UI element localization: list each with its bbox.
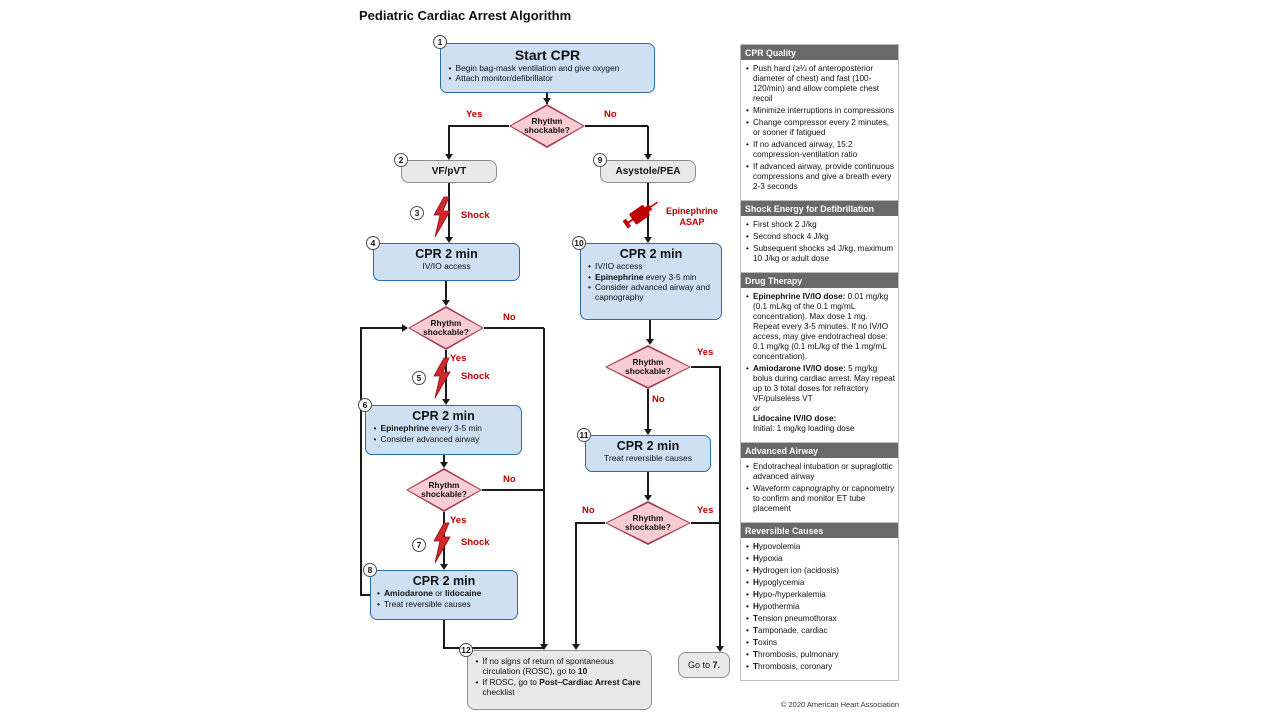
rhythm-question (408, 306, 484, 350)
drug-text: Initial: 1 mg/kg loading dose (753, 424, 855, 433)
cause-lead: H (753, 578, 759, 587)
cpr-bullet-text: every 3-5 min (431, 423, 482, 434)
rhythm-question-text: Rhythm shockable? (625, 356, 671, 376)
copyright-text: © 2020 American Heart Association (780, 700, 899, 709)
connector (360, 327, 402, 329)
cpr-title: CPR 2 min (412, 574, 476, 588)
page-title: Pediatric Cardiac Arrest Algorithm (359, 8, 572, 23)
start-bullet-text: Begin bag-mask ventilation and give oxygen (455, 63, 620, 74)
go-to-7-box (678, 652, 730, 678)
list-item (745, 220, 895, 230)
rosc-outcome-box (467, 650, 652, 710)
cause-lead: H (753, 554, 759, 563)
list-item (745, 140, 895, 160)
vf-pvt-box (401, 160, 497, 183)
start-cpr-box (440, 43, 655, 93)
rhythm-question (605, 345, 691, 389)
rosc-goto-number: 10 (577, 666, 588, 677)
step-number-11: 11 (577, 428, 591, 442)
rosc-bullet-text: checklist (482, 686, 515, 697)
or-text: or (753, 404, 761, 413)
connector (575, 522, 577, 644)
connector (360, 328, 362, 595)
list-item (745, 590, 895, 600)
connector (691, 522, 720, 524)
rhythm-shockable-diamond-4 (605, 345, 691, 389)
cause-lead: T (753, 638, 759, 647)
cpr-bullet-text: Consider advanced airway and capnography (595, 281, 710, 303)
rosc-bullet (475, 677, 645, 698)
vf-pvt-label: VF/pVT (431, 166, 467, 177)
asystole-pea-label: Asystole/PEA (615, 166, 681, 177)
list-item (745, 244, 895, 264)
cause-rest: ension pneumothorax (758, 614, 837, 623)
cause-rest: ypothermia (758, 602, 800, 611)
cpr-2min-box-6 (365, 405, 522, 455)
branch-yes-label: Yes (697, 505, 714, 516)
cause-lead: T (753, 614, 759, 623)
cpr-bullet-text: IV/IO access (595, 261, 643, 272)
section-header: Advanced Airway (741, 443, 898, 458)
list-item (745, 614, 895, 624)
list-item-text: Second shock 4 J/kg (753, 232, 829, 241)
connector (719, 366, 721, 646)
connector (691, 366, 720, 368)
rhythm-question (406, 468, 482, 512)
step-number-1: 1 (433, 35, 447, 49)
section-header: Reversible Causes (741, 523, 898, 538)
drug-name: Epinephrine (380, 423, 429, 434)
cpr-bullet (587, 282, 715, 303)
list-item-text: Change compressor every 2 minutes, or sooner if fatigued (753, 118, 890, 137)
cause-lead: H (753, 590, 759, 599)
rhythm-question (509, 104, 585, 148)
list-item (745, 64, 895, 104)
cpr-bullet-text: Consider advanced airway (380, 433, 480, 444)
drug-name: Amiodarone (384, 588, 433, 599)
section-header: CPR Quality (741, 45, 898, 60)
asystole-pea-box (600, 160, 696, 183)
epinephrine-asap-line1: Epinephrine (665, 206, 718, 216)
rhythm-shockable-diamond-1 (509, 104, 585, 148)
cpr-bullet (373, 423, 515, 433)
cpr-bullet-text: or (435, 588, 443, 599)
sidebar-section-shock-energy (740, 201, 899, 273)
cpr-bullet (373, 434, 515, 444)
list-item (745, 578, 895, 588)
syringe-icon (622, 196, 662, 230)
cpr-title: CPR 2 min (616, 439, 680, 453)
step-number-2: 2 (394, 153, 408, 167)
connector (484, 327, 544, 329)
list-item-text: Waveform capnography or capnometry to confirm and monitor ET tube placement (753, 484, 895, 513)
branch-no-label: No (652, 394, 665, 405)
step-number-3: 3 (410, 206, 424, 220)
list-item (745, 462, 895, 482)
shock-lightning-icon (431, 357, 453, 399)
start-bullet (448, 73, 648, 83)
connector (443, 455, 445, 462)
connector (448, 126, 450, 156)
branch-yes-label: Yes (450, 515, 467, 526)
cpr-subtext: Treat reversible causes (603, 453, 693, 464)
rhythm-shockable-diamond-2 (408, 306, 484, 350)
cpr-bullet (376, 588, 512, 598)
rhythm-question-text: Rhythm shockable? (421, 479, 467, 499)
sidebar-section-reversible-causes (740, 523, 899, 681)
list-item (745, 118, 895, 138)
step-number-8: 8 (363, 563, 377, 577)
rhythm-question-text: Rhythm shockable? (524, 115, 570, 135)
cause-lead: H (753, 542, 759, 551)
drug-item-amiodarone (745, 364, 895, 434)
list-item-text: Subsequent shocks ≥4 J/kg, maximum 10 J/kg or adult dose (753, 244, 894, 263)
branch-no-label: No (604, 109, 617, 120)
cause-lead: T (753, 662, 759, 671)
drug-text: 5 mg/kg bolus during cardiac arrest. May repeat up to 3 total doses for refractory VF/pulseless VT (753, 364, 895, 403)
cause-rest: hrombosis, pulmonary (758, 650, 839, 659)
cpr-title: CPR 2 min (412, 409, 475, 423)
section-header: Drug Therapy (741, 273, 898, 288)
cpr-bullet (376, 599, 512, 609)
shock-label: Shock (461, 371, 490, 382)
connector (443, 620, 445, 648)
cause-rest: ypoxia (758, 554, 783, 563)
branch-no-label: No (503, 312, 516, 323)
list-item-text: Minimize interruptions in compressions (753, 106, 895, 115)
rhythm-shockable-diamond-3 (406, 468, 482, 512)
step-number-12: 12 (459, 643, 473, 657)
connector (448, 125, 509, 127)
cpr-bullet (587, 272, 715, 282)
cause-rest: amponade, cardiac (758, 626, 828, 635)
shock-label: Shock (461, 537, 490, 548)
connector (647, 126, 649, 156)
list-item (745, 542, 895, 552)
cause-rest: hrombosis, coronary (758, 662, 833, 671)
cpr-title: CPR 2 min (415, 247, 478, 261)
cpr-2min-box-11 (585, 435, 711, 472)
drug-label: Lidocaine IV/IO dose: (753, 414, 837, 423)
cpr-bullet-text: Treat reversible causes (384, 598, 471, 609)
rosc-bullet-text: If no signs of return of spontaneous circulation (ROSC), go to (482, 656, 614, 677)
branch-yes-label: Yes (466, 109, 483, 120)
branch-no-label: No (582, 505, 595, 516)
step-number-4: 4 (366, 236, 380, 250)
shock-label: Shock (461, 210, 490, 221)
list-item-text: Push hard (≥⅓ of anteroposterior diameter of chest) and fast (100-120/min) and allow complete chest recoil (753, 64, 880, 103)
go-to-text: Go to (687, 660, 710, 670)
rhythm-question-text: Rhythm shockable? (423, 317, 469, 337)
drug-name: lidocaine (444, 588, 482, 599)
list-item-text: If no advanced airway, 15:2 compression-ventilation ratio (753, 140, 858, 159)
cause-rest: ypo-/hyperkalemia (758, 590, 826, 599)
list-item (745, 662, 895, 672)
cause-rest: ypoglycemia (758, 578, 805, 587)
list-item (745, 162, 895, 192)
branch-yes-label: Yes (697, 347, 714, 358)
drug-label: Amiodarone IV/IO dose: (753, 364, 846, 373)
branch-no-label: No (503, 474, 516, 485)
reference-sidebar (740, 44, 899, 681)
sidebar-section-cpr-quality (740, 44, 899, 201)
connector (482, 489, 544, 491)
list-item (745, 566, 895, 576)
connector (647, 472, 649, 495)
shock-lightning-icon (431, 196, 453, 238)
list-item (745, 638, 895, 648)
cause-lead: T (753, 650, 759, 659)
step-number-5: 5 (412, 371, 426, 385)
cpr-2min-box-8 (370, 570, 518, 620)
cpr-2min-box-10 (580, 243, 722, 320)
connector (543, 328, 545, 644)
step-number-9: 9 (593, 153, 607, 167)
list-item-text: If advanced airway, provide continuous compressions and give a breath every 2-3 seconds (753, 162, 894, 191)
cause-rest: ydrogen ion (acidosis) (758, 566, 840, 575)
cause-rest: oxins (758, 638, 778, 647)
cpr-title: CPR 2 min (619, 247, 683, 261)
start-cpr-title: Start CPR (514, 47, 581, 63)
list-item-text: Endotracheal intubation or supraglottic advanced airway (753, 462, 893, 481)
rosc-bullet-text: If ROSC, go to (482, 676, 537, 687)
drug-name: Epinephrine (595, 271, 644, 282)
drug-item-epinephrine (745, 292, 895, 362)
rhythm-shockable-diamond-5 (605, 501, 691, 545)
connector (647, 389, 649, 429)
drug-text: 0.01 mg/kg (0.1 mL/kg of the 0.1 mg/mL concentration). Max dose 1 mg. Repeat every 3-5 minutes. If no IV/IO access, may give endotracheal dose: 0.1 mg/kg (0.1 mL/kg of the 1 mg/mL concentration). (753, 292, 889, 361)
connector (445, 281, 447, 300)
list-item (745, 484, 895, 514)
cause-lead: H (753, 602, 759, 611)
step-number-6: 6 (358, 398, 372, 412)
rhythm-question (605, 501, 691, 545)
epinephrine-asap-line2: ASAP (679, 216, 705, 227)
list-item-text: First shock 2 J/kg (753, 220, 817, 229)
step-number-7: 7 (412, 538, 426, 552)
cpr-bullet (587, 261, 715, 271)
drug-label: Epinephrine IV/IO dose: (753, 292, 846, 301)
rhythm-question-text: Rhythm shockable? (625, 512, 671, 532)
rosc-care-checklist: Post–Cardiac Arrest Care (539, 676, 641, 687)
connector (575, 522, 605, 524)
connector (585, 125, 648, 127)
go-to-number: 7. (712, 660, 721, 670)
cpr-2min-box-4 (373, 243, 520, 281)
epinephrine-asap-label (664, 206, 720, 228)
start-bullet-text: Attach monitor/defibrillator (455, 73, 553, 84)
rosc-bullet (475, 656, 645, 677)
list-item (745, 650, 895, 660)
cpr-subtext: IV/IO access (422, 261, 471, 272)
step-number-10: 10 (572, 236, 586, 250)
list-item (745, 232, 895, 242)
sidebar-section-advanced-airway (740, 443, 899, 523)
cause-lead: T (753, 626, 759, 635)
list-item (745, 626, 895, 636)
sidebar-section-drug-therapy (740, 273, 899, 443)
list-item (745, 602, 895, 612)
list-item (745, 106, 895, 116)
start-bullet (448, 63, 648, 73)
section-header: Shock Energy for Defibrillation (741, 201, 898, 216)
shock-lightning-icon (431, 522, 453, 564)
list-item (745, 554, 895, 564)
cpr-bullet-text: every 3-5 min (645, 271, 697, 282)
connector (649, 320, 651, 339)
cause-lead: H (753, 566, 759, 575)
branch-yes-label: Yes (450, 353, 467, 364)
cause-rest: ypovolemia (758, 542, 801, 551)
